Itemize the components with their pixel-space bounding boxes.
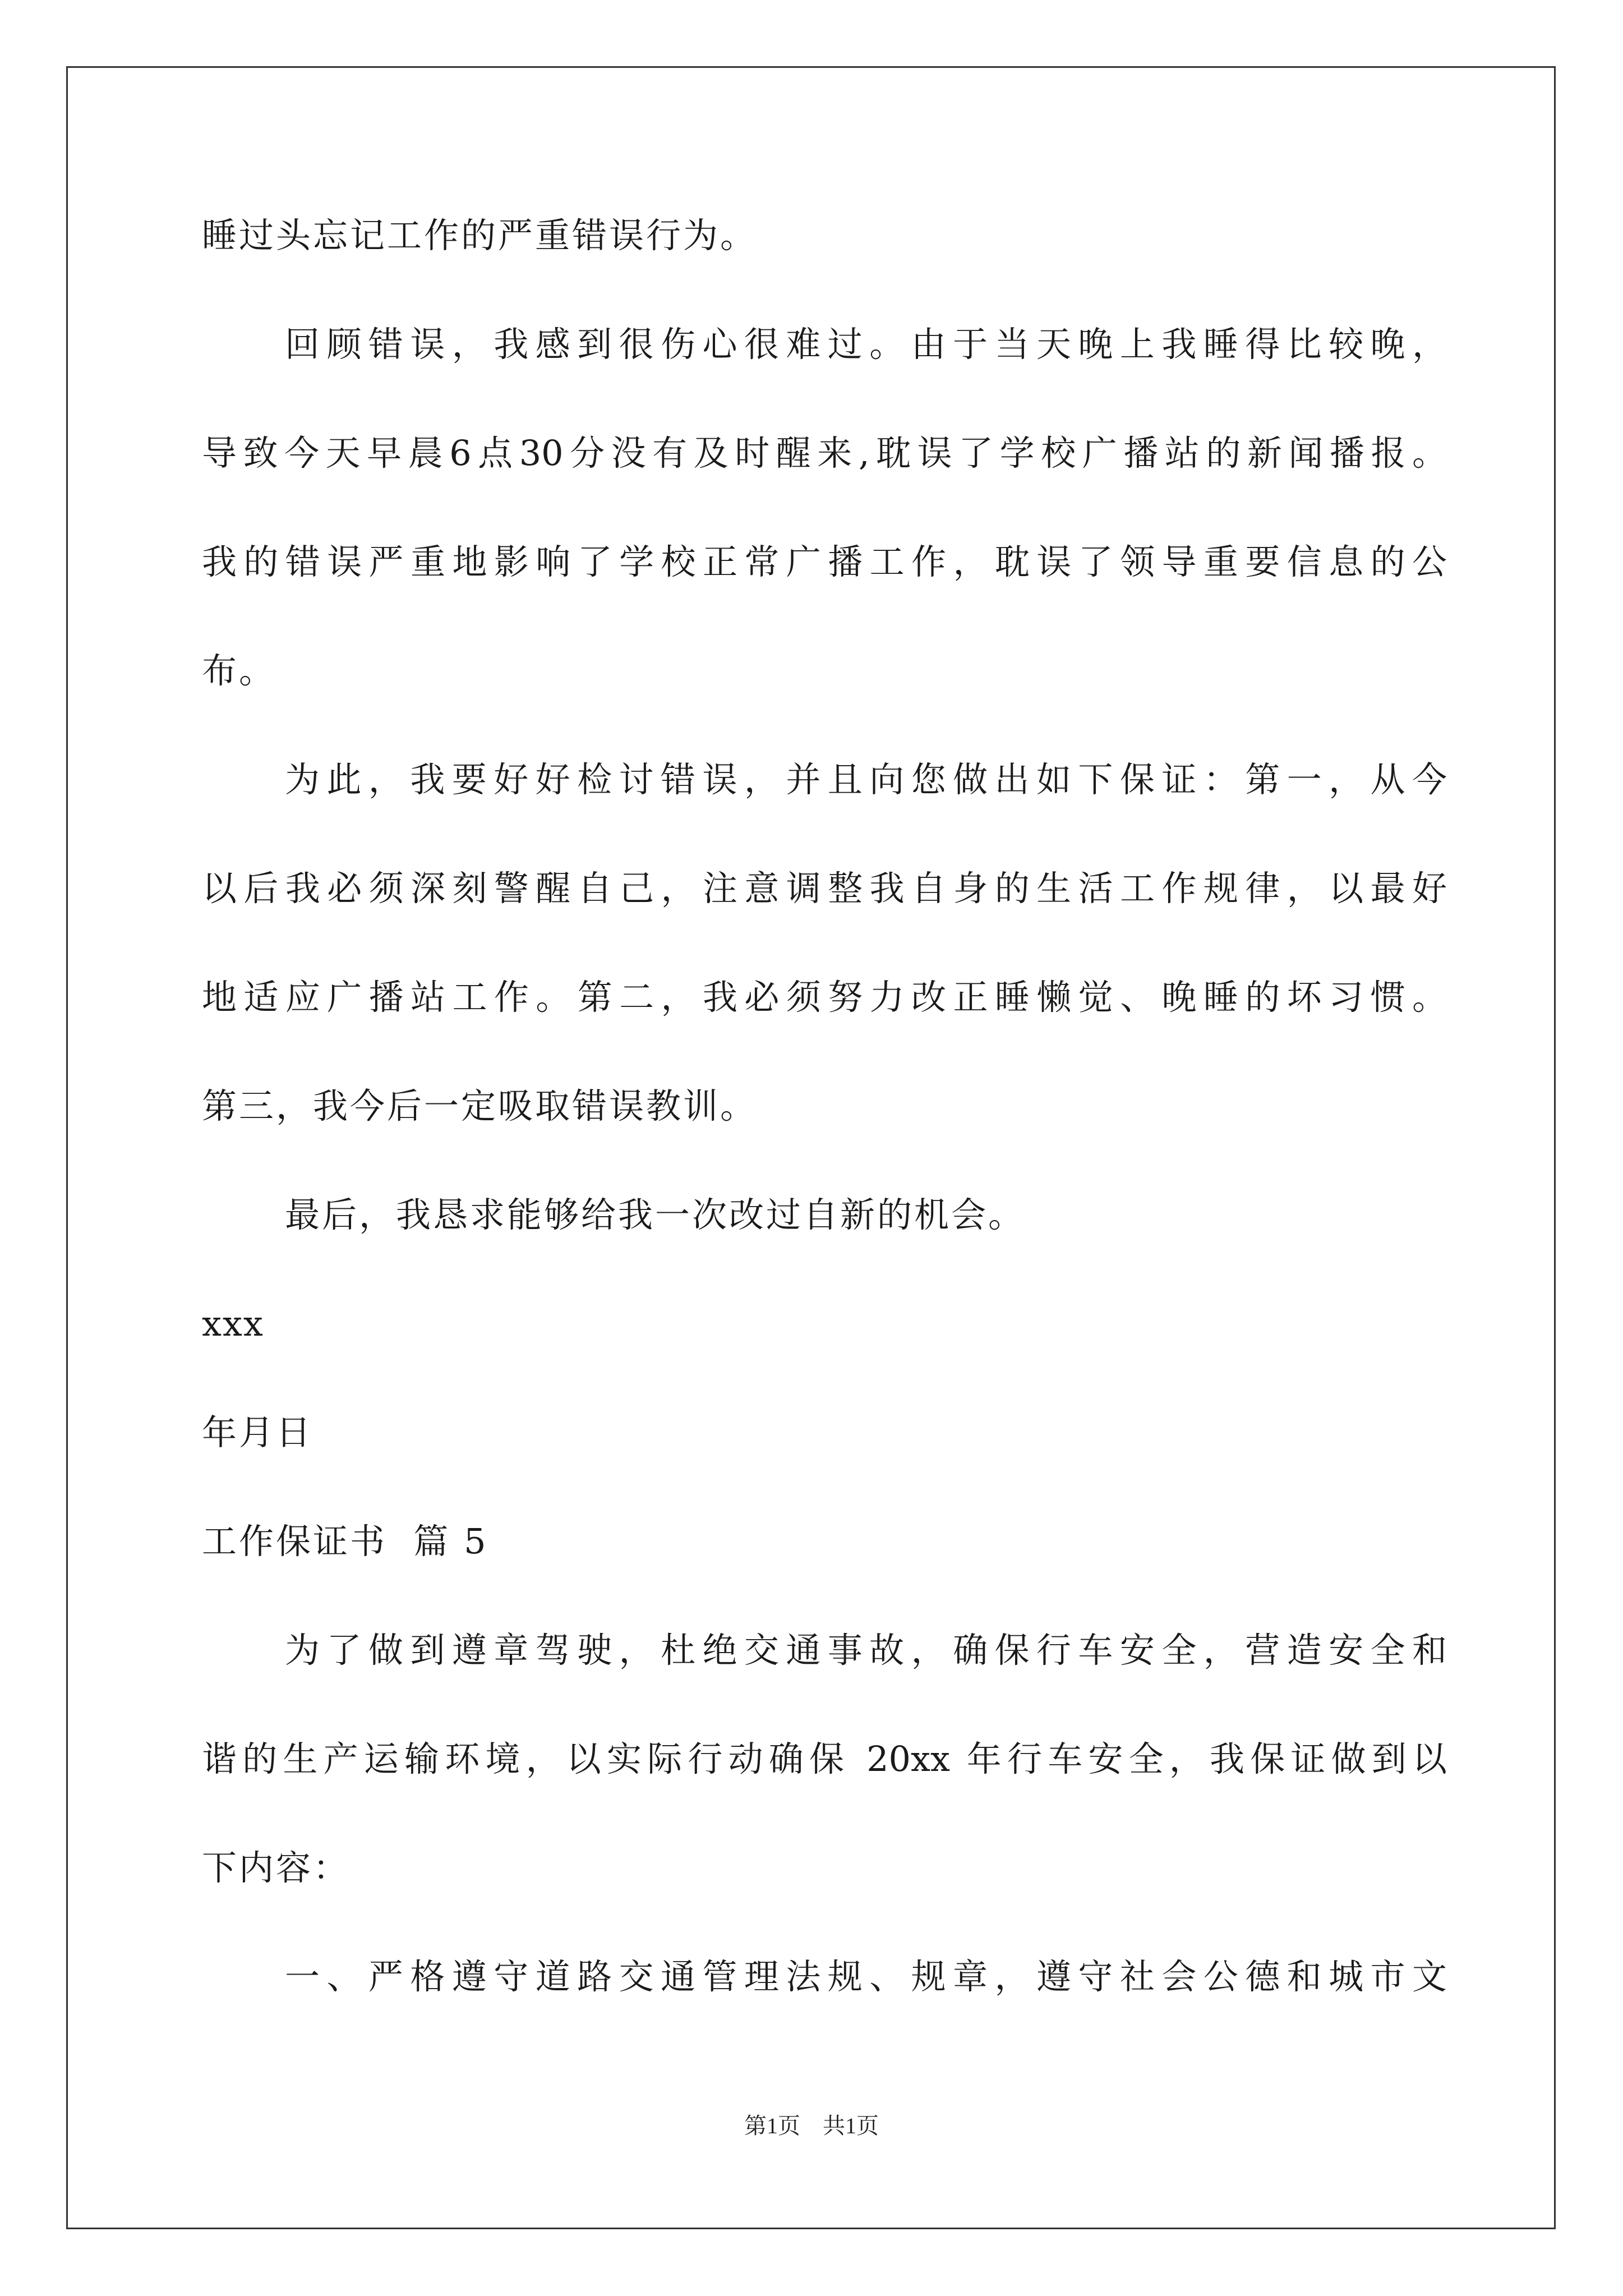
page-number-footer: 第1页 共1页 — [744, 2113, 879, 2138]
text-line: 地适应广播站工作。第二，我必须努力改正睡懒觉、晚睡的坏习惯。 — [202, 977, 1447, 1018]
text-line: 布。 — [202, 650, 276, 691]
date-line: 年月日 — [202, 1412, 313, 1453]
page-border — [66, 66, 1556, 2229]
text-line: 睡过头忘记工作的严重错误行为。 — [202, 215, 758, 256]
text-line: 第三，我今后一定吸取错误教训。 — [202, 1085, 758, 1126]
text-line: 最后，我恳求能够给我一次改过自新的机会。 — [285, 1194, 1026, 1235]
text-line: 回顾错误，我感到很伤心很难过。由于当天晚上我睡得比较晚， — [285, 324, 1447, 365]
text-line: 为了做到遵章驾驶，杜绝交通事故，确保行车安全，营造安全和 — [285, 1630, 1447, 1671]
text-line: 下内容： — [202, 1847, 351, 1888]
text-line: 谐的生产运输环境，以实际行动确保 20xx 年行车安全，我保证做到以 — [202, 1738, 1447, 1779]
signature: xxx — [202, 1303, 264, 1344]
text-line: 为此，我要好好检讨错误，并且向您做出如下保证：第一，从今 — [285, 759, 1447, 800]
text-line: 以后我必须深刻警醒自己，注意调整我自身的生活工作规律，以最好 — [202, 868, 1447, 909]
section-heading: 工作保证书 篇 5 — [202, 1521, 488, 1562]
text-line: 导致今天早晨6点30分没有及时醒来,耽误了学校广播站的新闻播报。 — [202, 432, 1447, 473]
text-line: 一、严格遵守道路交通管理法规、规章，遵守社会公德和城市文 — [285, 1956, 1447, 1997]
text-line: 我的错误严重地影响了学校正常广播工作，耽误了领导重要信息的公 — [202, 541, 1447, 582]
